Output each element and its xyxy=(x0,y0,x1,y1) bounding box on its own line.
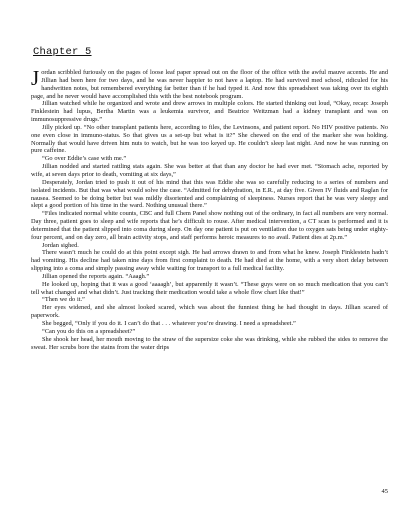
paragraph-1 xyxy=(31,66,388,100)
paragraph-5: Jillian nodded and started rattling stats again. She was better at that than any doctor he had ever met. “Stomach ache, reported by wife, at seven days prior to death, vomiting at six days,” xyxy=(31,163,388,178)
paragraph-4: “Go over Eddie’s case with me.” xyxy=(42,155,127,163)
paragraph-2: Jillian watched while he organized and wrote and drew arrows in multiple colors. He started thinking out loud, “Okay, recap: Joseph Finklestein had lupus, Bertha Martin was a leukemia survivor, and Beatrice Weitzman had a kidney transplant and was on immunosuppressive drugs.” xyxy=(31,100,388,124)
paragraph-10: Jillian opened the reports again. “Aaagh.” xyxy=(42,272,150,280)
paragraph-15: “Can you do this on a spreadsheet?” xyxy=(42,327,136,335)
page-number: 45 xyxy=(381,488,388,495)
drop-cap: J xyxy=(31,66,40,90)
paragraph-8: Jordan sighed. xyxy=(42,241,79,249)
paragraph-9: There wasn’t much he could do at this point except sigh. He had arrows drawn to and from what he knew. Joseph Finklestein hadn’t had vomiting. His decline had taken nine days from first complaint to death. He had died at the home, with a very short delay between slipping into a coma and simply passing away while waiting for transport to a full medical facility. xyxy=(31,249,388,273)
chapter-title: Chapter 5 xyxy=(33,46,92,58)
paragraph-1-text: ordan scribbled furiously on the pages of loose leaf paper spread out on the floor of the office with the awful mauve accents. He and Jillian had been here for two days, and he was never happier to not have a laptop. He had survived med school, ridiculed for his handwritten notes, but remembered everything far better than if he had typed it. And now this spreadsheet was taking over its eighth page, and he never would have accomplished this with the best notebook program. xyxy=(31,69,388,100)
paragraph-16: She shook her head, her mouth moving to the straw of the supersize coke she was drinking, while she rubbed the sides to remove the sweat. Her scrubs bore the stains from the water drips xyxy=(31,335,388,351)
chapter-body xyxy=(31,66,388,351)
paragraph-13: Her eyes widened, and she almost looked scared, which was about the funniest thing he had thought in days. Jillian scared of paperwork. xyxy=(31,304,388,320)
paragraph-6: Desperately, Jordan tried to push it out of his mind that this was Eddie she was so carefully reducing to a series of numbers and isolated incidents. But that was what would solve the case. “Admitted for dehydration, in E.R., at day five. Given IV fluids and Raglan for nausea. Seemed to be doing better but was mildly disoriented and complaining of sleepiness. Nurses report that he was very sleepy and slept a good portion of his time in the ward. Nothing unusual there.” xyxy=(31,178,388,210)
paragraph-7: “Files indicated normal white counts, CBC and full Chem Panel show nothing out of the ordinary, in fact all numbers are very normal. Day three, patient goes to sleep and wife reports that he’s difficult to rouse. After medical intervention, a CT scan is performed and it is determined that the patient slipped into coma during sleep. On day one patient is put on ventilation due to oxygen sats being under eighty-four percent, and on day zero, all brain activity stops, and staff performs heroic measures to no avail. Patient dies at 2p.m.” xyxy=(31,210,388,241)
paragraph-14: She begged, “Only if you do it. I can’t do that . . . whatever you’re drawing. I need a spreadsheet.” xyxy=(42,320,296,327)
paragraph-12: “Then we do it.” xyxy=(42,296,85,304)
paragraph-11: He looked up, hoping that it was a good ‘aaaagh’, but apparently it wasn’t. “These guys were on so much medication that you can’t tell what changed and what didn’t. Just tracking their medication would take a whole flow chart like that!” xyxy=(31,280,388,296)
paragraph-3: Jilly picked up. “No other transplant patients here, according to files, the Levinsons, and patient report. No HIV positive patients. No one even close in immuno-status. So that gives us a set-up but what is it?” She chewed on the end of the marker she was holding. Normally that would have driven him nuts to watch, but he was too keyed up. He couldn’t sleep last night. And now he was running on pure caffeine. xyxy=(31,123,388,155)
